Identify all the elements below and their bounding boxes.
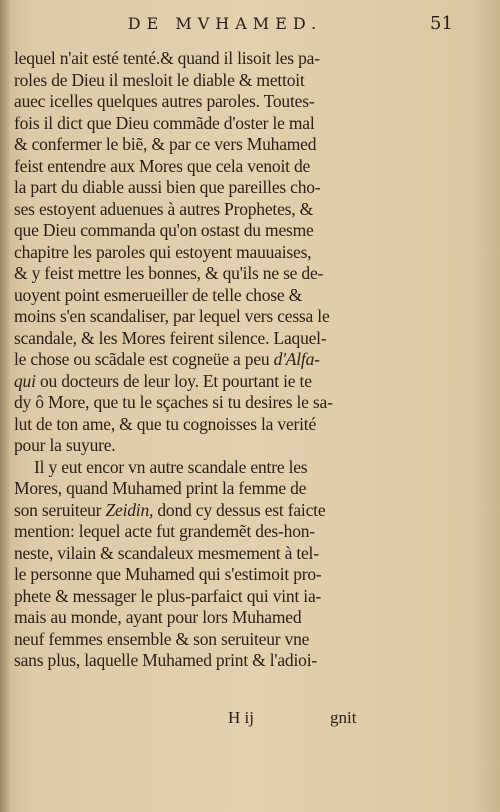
text-segment: & confermer le biẽ, & par ce vers Muhamed <box>14 134 317 154</box>
text-segment: feist entendre aux Mores que cela venoit de <box>14 155 311 176</box>
text-segment: que Dieu commanda qu'on ostast du mesme <box>14 220 314 240</box>
text-segment: uoyent point esmerueiller de telle chose & <box>14 284 303 305</box>
text-line <box>14 177 372 199</box>
text-segment: Mores, quand Muhamed print la femme de <box>14 478 307 498</box>
text-line <box>14 220 372 242</box>
text-line <box>14 629 372 651</box>
text-line <box>14 306 372 328</box>
text-segment: pour la suyure. <box>14 435 116 455</box>
text-line <box>14 586 372 608</box>
text-segment: ou docteurs de leur loy. Et pourtant ie te <box>35 370 312 391</box>
italic-segment: Zeidin, <box>105 499 154 520</box>
text-segment: son seruiteur <box>14 499 106 520</box>
text-segment: moins s'en scandaliser, par lequel vers cessa le <box>14 306 330 326</box>
text-line <box>14 349 372 371</box>
text-line <box>14 113 372 135</box>
text-line <box>14 521 372 543</box>
text-line <box>14 328 372 350</box>
text-segment: lut de ton ame, & que tu cognoisses la verité <box>14 413 317 434</box>
text-segment: Il y eut encor vn autre scandale entre les <box>34 456 308 477</box>
text-segment: fois il dict que Dieu commãde d'oster le mal <box>14 112 315 133</box>
text-segment: sans plus, laquelle Muhamed print & l'adioi- <box>14 650 317 670</box>
text-segment: lequel n'ait esté tenté.& quand il lisoit les pa- <box>14 48 320 68</box>
text-line <box>14 263 372 285</box>
text-line <box>14 371 372 393</box>
text-segment: mais au monde, ayant pour lors Muhamed <box>14 607 302 627</box>
text-line <box>14 48 372 70</box>
text-line <box>14 285 372 307</box>
text-segment: la part du diable aussi bien que pareilles cho- <box>14 177 321 197</box>
text-segment: dy ô More, que tu le sçaches si tu desires le sa- <box>14 392 333 412</box>
text-segment: ses estoyent aduenues à autres Prophetes, & <box>14 198 314 219</box>
page-number: 51 <box>430 13 453 34</box>
page-footer <box>0 708 372 732</box>
text-segment: roles de Dieu il mesloit le diable & mettoit <box>14 69 305 90</box>
catchword: gnit <box>330 708 357 727</box>
italic-segment: qui <box>14 370 36 391</box>
text-segment: & y feist mettre les bonnes, & qu'ils ne se de- <box>14 263 324 283</box>
text-line <box>14 607 372 629</box>
text-segment: le chose ou scãdale est cogneüe a peu <box>14 349 274 369</box>
text-segment: scandale, & les Mores feirent silence. Laquel- <box>14 327 327 348</box>
text-line <box>14 457 372 479</box>
text-line <box>14 543 372 565</box>
text-line <box>14 435 372 457</box>
text-line <box>14 650 372 672</box>
body-text <box>14 48 372 672</box>
text-line <box>14 564 372 586</box>
text-segment: neuf femmes ensemble & son seruiteur vne <box>14 628 310 649</box>
text-line <box>14 91 372 113</box>
text-segment: phete & messager le plus-parfaict qui vint ia- <box>14 585 322 606</box>
text-line <box>14 478 372 500</box>
page-gutter-shadow <box>0 0 10 812</box>
text-segment: mention: lequel acte fut grandemẽt des-hon- <box>14 521 315 541</box>
text-segment: dond cy dessus est faicte <box>153 499 326 520</box>
text-line <box>14 156 372 178</box>
text-line <box>14 500 372 522</box>
text-line <box>14 242 372 264</box>
text-segment: le personne que Muhamed qui s'estimoit pro- <box>14 564 322 584</box>
text-line <box>14 134 372 156</box>
text-segment: chapitre les paroles qui estoyent mauuaises, <box>14 241 312 262</box>
text-line <box>14 199 372 221</box>
text-segment: auec icelles quelques autres paroles. Toutes- <box>14 91 315 111</box>
running-head: DE MVHAMED. <box>127 14 323 33</box>
text-segment: neste, vilain & scandaleux mesmement à tel- <box>14 542 319 563</box>
italic-segment: d'Alfa- <box>273 349 320 369</box>
text-line <box>14 392 372 414</box>
text-line <box>14 70 372 92</box>
text-line <box>14 414 372 436</box>
signature-mark: H ij <box>228 708 254 727</box>
